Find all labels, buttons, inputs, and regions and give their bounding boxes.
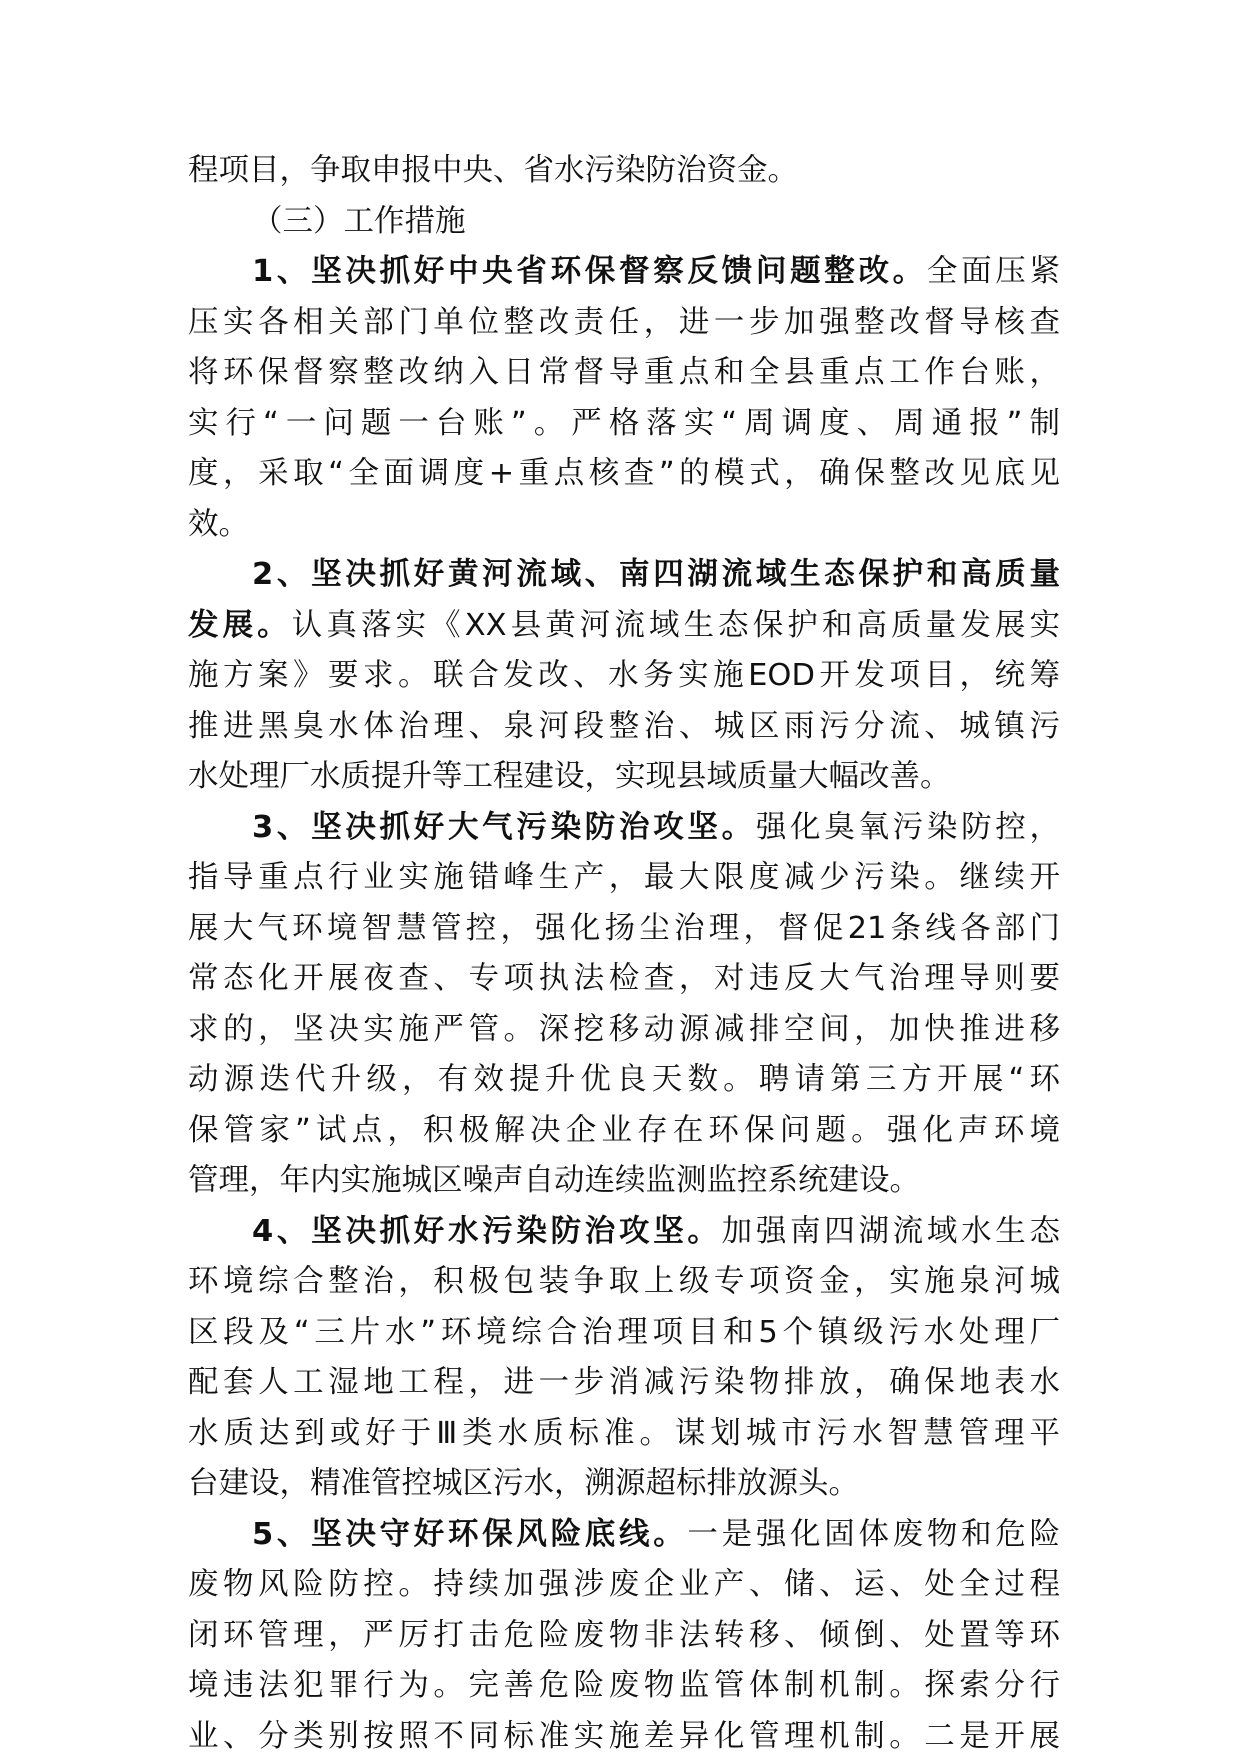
text-line xyxy=(188,1055,1060,1106)
text-line xyxy=(188,1510,1060,1561)
body-text: 强化臭氧污染防控， xyxy=(756,810,1060,845)
body-text: 管理，年内实施城区噪声自动连续监测监控系统建设。 xyxy=(188,1163,920,1198)
text-line xyxy=(188,1661,1060,1712)
body-text: 区段及“三片水”环境综合治理项目和5个镇级污水处理厂 xyxy=(188,1315,1060,1350)
text-line xyxy=(188,803,1060,854)
text-line xyxy=(188,1712,1060,1762)
body-text: 闭环管理，严厉打击危险废物非法转移、倾倒、处置等环 xyxy=(188,1618,1060,1653)
text-line xyxy=(188,1409,1060,1460)
text-line xyxy=(188,500,1060,551)
text-line xyxy=(188,1156,1060,1207)
body-text: 动源迭代升级，有效提升优良天数。聘请第三方开展“环 xyxy=(188,1062,1060,1097)
body-text: 水处理厂水质提升等工程建设，实现县域质量大幅改善。 xyxy=(188,759,951,794)
body-text: 实行“一问题一台账”。严格落实“周调度、周通报”制 xyxy=(188,406,1060,441)
body-text: 配套人工湿地工程，进一步消减污染物排放，确保地表水 xyxy=(188,1365,1060,1400)
body-text: 效。 xyxy=(188,507,249,542)
body-text: 保管家”试点，积极解决企业存在环保问题。强化声环境 xyxy=(188,1113,1060,1148)
text-line xyxy=(188,752,1060,803)
text-line xyxy=(188,1560,1060,1611)
text-line xyxy=(188,651,1060,702)
text-line xyxy=(188,1257,1060,1308)
body-text: 水质达到或好于Ⅲ类水质标准。谋划城市污水智慧管理平 xyxy=(188,1416,1060,1451)
body-text: 推进黑臭水体治理、泉河段整治、城区雨污分流、城镇污 xyxy=(188,709,1060,744)
text-line xyxy=(188,146,1060,197)
body-text: 一是强化固体废物和危险 xyxy=(687,1517,1060,1552)
body-text: 求的，坚决实施严管。深挖移动源减排空间，加快推进移 xyxy=(188,1012,1060,1047)
text-line xyxy=(188,1308,1060,1359)
body-text: 指导重点行业实施错峰生产，最大限度减少污染。继续开 xyxy=(188,860,1060,895)
body-text: 业、分类别按照不同标准实施差异化管理机制。二是开展 xyxy=(188,1719,1060,1754)
text-line xyxy=(188,348,1060,399)
text-line xyxy=(188,954,1060,1005)
body-text: 压实各相关部门单位整改责任，进一步加强整改督导核查 xyxy=(188,305,1060,340)
text-line xyxy=(188,1106,1060,1157)
body-text: 将环保督察整改纳入日常督导重点和全县重点工作台账， xyxy=(188,355,1060,390)
body-text: 加强南四湖流域水生态 xyxy=(722,1214,1060,1249)
section-heading: 发展。 xyxy=(188,608,292,643)
text-line xyxy=(188,601,1060,652)
body-text: 度，采取“全面调度+重点核查”的模式，确保整改见底见 xyxy=(188,456,1060,491)
section-heading: 4、坚决抓好水污染防治攻坚。 xyxy=(252,1214,722,1249)
body-text: 认真落实《XX县黄河流域生态保护和高质量发展实 xyxy=(292,608,1060,643)
text-line xyxy=(188,197,1060,248)
body-text: （三）工作措施 xyxy=(252,204,466,239)
section-heading: 2、坚决抓好黄河流域、南四湖流域生态保护和高质量 xyxy=(252,557,1060,592)
text-line xyxy=(188,904,1060,955)
text-line xyxy=(188,550,1060,601)
text-line xyxy=(188,1459,1060,1510)
body-text: 常态化开展夜查、专项执法检查，对违反大气治理导则要 xyxy=(188,961,1060,996)
text-line xyxy=(188,1207,1060,1258)
text-line xyxy=(188,1611,1060,1662)
body-text: 台建设，精准管控城区污水，溯源超标排放源头。 xyxy=(188,1466,859,1501)
section-heading: 1、坚决抓好中央省环保督察反馈问题整改。 xyxy=(252,254,927,289)
text-line xyxy=(188,1358,1060,1409)
document-page xyxy=(188,146,1060,1762)
text-line xyxy=(188,298,1060,349)
body-text: 程项目，争取申报中央、省水污染防治资金。 xyxy=(188,153,798,188)
body-text: 全面压紧 xyxy=(927,254,1060,289)
body-text: 废物风险防控。持续加强涉废企业产、储、运、处全过程 xyxy=(188,1567,1060,1602)
section-heading: 5、坚决守好环保风险底线。 xyxy=(252,1517,687,1552)
text-line xyxy=(188,702,1060,753)
body-text: 展大气环境智慧管控，强化扬尘治理，督促21条线各部门 xyxy=(188,911,1060,946)
body-text: 环境综合整治，积极包装争取上级专项资金，实施泉河城 xyxy=(188,1264,1060,1299)
text-line xyxy=(188,853,1060,904)
text-line xyxy=(188,1005,1060,1056)
section-heading: 3、坚决抓好大气污染防治攻坚。 xyxy=(252,810,756,845)
text-line xyxy=(188,399,1060,450)
body-text: 施方案》要求。联合发改、水务实施EOD开发项目，统筹 xyxy=(188,658,1060,693)
text-line xyxy=(188,247,1060,298)
body-text: 境违法犯罪行为。完善危险废物监管体制机制。探索分行 xyxy=(188,1668,1060,1703)
text-line xyxy=(188,449,1060,500)
